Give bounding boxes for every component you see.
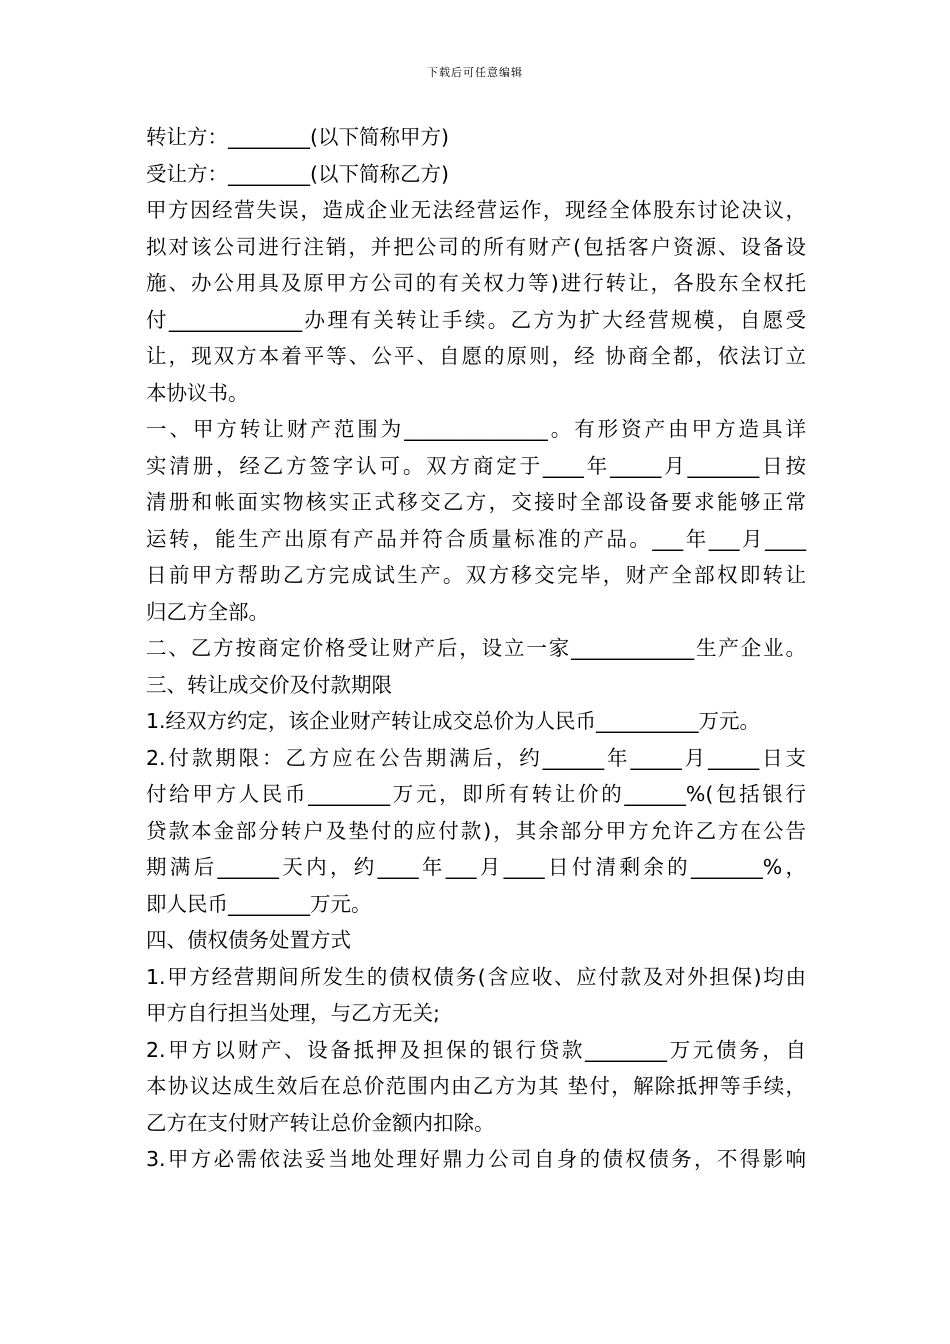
document-body bbox=[146, 119, 806, 1178]
document-line: 乙方在支付财产转让总价金额内扣除。 bbox=[146, 1110, 495, 1135]
document-line: 归乙方全部。 bbox=[146, 599, 269, 624]
document-line: 受让方：________(以下简称乙方) bbox=[146, 161, 449, 186]
document-line: 甲方自行担当处理，与乙方无关; bbox=[146, 1001, 440, 1025]
document-line: 期满后______天内，约____年___月____日付清剩余的_______%， bbox=[146, 855, 806, 879]
document-line: 清册和帐面实物核实正式移交乙方，交接时全部设备要求能够正常 bbox=[146, 490, 806, 514]
document-line: 让，现双方本着平等、公平、自愿的原则，经 协商全都，依法订立 bbox=[146, 344, 806, 368]
document-line: 贷款本金部分转户及垫付的应付款)，其余部分甲方允许乙方在公告 bbox=[146, 818, 806, 843]
page-header: 下载后可任意编辑 bbox=[427, 66, 523, 79]
document-line: 付给甲方人民币________万元，即所有转让价的______%(包括银行 bbox=[146, 782, 806, 806]
document-line: 运转，能生产出原有产品并符合质量标准的产品。___年___月____ bbox=[146, 526, 806, 551]
document-line: 二、乙方按商定价格受让财产后，设立一家____________生产企业。 bbox=[146, 636, 806, 660]
document-line: 甲方因经营失误，造成企业无法经营运作，现经全体股东讨论决议， bbox=[146, 198, 806, 222]
document-line: 四、债权债务处置方式 bbox=[146, 928, 351, 952]
document-line: 日前甲方帮助乙方完成试生产。双方移交完毕，财产全部权即转让 bbox=[146, 563, 806, 587]
document-line: 1.经双方约定，该企业财产转让成交总价为人民币__________万元。 bbox=[146, 709, 761, 733]
document-line: 转让方：________(以下简称甲方) bbox=[146, 125, 449, 149]
document-line: 三、转让成交价及付款期限 bbox=[146, 672, 392, 697]
document-line: 施、办公用具及原甲方公司的有关权力等)进行转让，各股东全权托 bbox=[146, 271, 806, 295]
document-line: 3.甲方必需依法妥当地处理好鼎力公司自身的债权债务，不得影响 bbox=[146, 1147, 806, 1171]
document-line: 付_____________办理有关转让手续。乙方为扩大经营规模，自愿受 bbox=[146, 307, 806, 332]
document-line: 实清册，经乙方签字认可。双方商定于____年_____月_______日按 bbox=[146, 453, 806, 478]
document-line: 2.付款期限：乙方应在公告期满后，约______年_____月_____日支 bbox=[146, 745, 806, 770]
document-line: 1.甲方经营期间所发生的债权债务(含应收、应付款及对外担保)均由 bbox=[146, 964, 806, 989]
document-line: 即人民币________万元。 bbox=[146, 891, 372, 916]
document-line: 一、甲方转让财产范围为______________。有形资产由甲方造具详 bbox=[146, 417, 806, 441]
document-line: 2.甲方以财产、设备抵押及担保的银行贷款________万元债务，自 bbox=[146, 1037, 806, 1062]
document-line: 拟对该公司进行注销，并把公司的所有财产(包括客户资源、设备设 bbox=[146, 234, 806, 259]
document-line: 本协议书。 bbox=[146, 380, 249, 405]
document-line: 本协议达成生效后在总价范围内由乙方为其 垫付，解除抵押等手续， bbox=[146, 1074, 806, 1098]
